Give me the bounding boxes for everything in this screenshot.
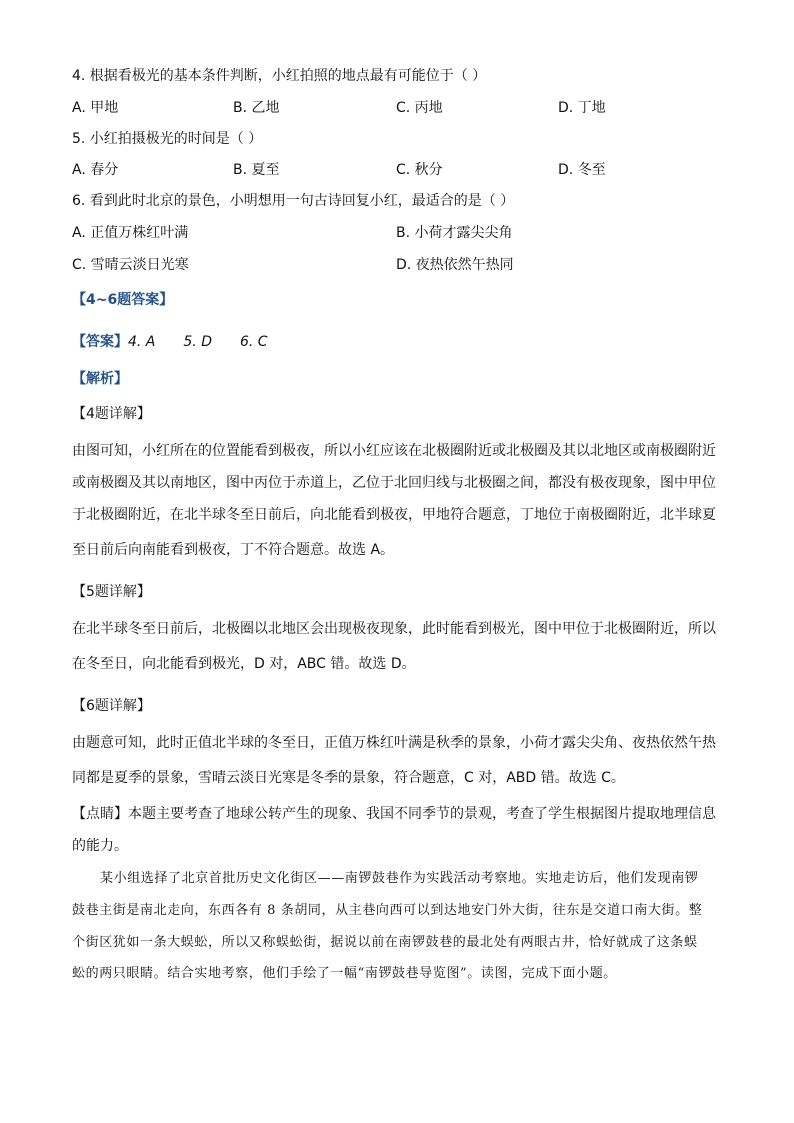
q4-detail-line-1: 由图可知，小红所在的位置能看到极夜，所以小红应该在北极圈附近或北极圈及其以北地区或南极圈附近 [72,443,716,459]
question-4-option-c: C. 丙地 [396,100,443,116]
question-6-option-a: A. 正值万株红叶满 [72,225,189,241]
q5-detail-heading: 【5题详解】 [72,584,151,600]
q6-detail-heading: 【6题详解】 [72,698,151,714]
passage-line-4: 蚣的两只眼睛。结合实地考察，他们手绘了一幅“南锣鼓巷导览图”。读图，完成下面小题。 [72,966,617,981]
q5-detail-line-1: 在北半球冬至日前后，北极圈以北地区会出现极夜现象，此时能看到极光，图中甲位于北极圈附近，所以 [72,621,716,637]
question-5-option-a: A. 春分 [72,162,119,178]
q6-detail-line-2: 同都是夏季的景象，雪晴云淡日光寒是冬季的景象，符合题意，C 对，ABD 错。故选 C。 [72,770,625,786]
q4-detail-line-2: 或南极圈及其以南地区，图中丙位于赤道上，乙位于北回归线与北极圈之间，都没有极夜现象，图中甲位 [72,475,716,491]
q6-detail-line-1: 由题意可知，此时正值北半球的冬至日，正值万株红叶满是秋季的景象，小荷才露尖尖角、夜热依然午热 [72,735,716,751]
passage-line-1: 某小组选择了北京首批历史文化街区——南锣鼓巷作为实践活动考察地。实地走访后，他们发现南锣 [100,871,699,886]
answers-group-heading: 【4~6题答案】 [72,292,174,308]
q4-detail-line-4: 至日前后向南能看到极夜，丁不符合题意。故选 A。 [72,542,395,558]
comment-line-1: 【点睛】本题主要考查了地球公转产生的现象、我国不同季节的景观，考查了学生根据图片提取地理信息 [72,806,716,822]
question-4-option-d: D. 丁地 [558,100,606,116]
question-5-option-d: D. 冬至 [558,162,606,178]
q4-detail-heading: 【4题详解】 [72,406,151,422]
answers-prefix: 【答案】 [72,334,128,350]
passage-line-2: 鼓巷主街是南北走向，东西各有 8 条胡同，从主巷向西可以到达地安门外大街，往东是交道口南大街。整 [72,903,703,918]
q4-detail-line-3: 于北极圈附近，在北半球冬至日前后，向北能看到极夜，甲地符合题意，丁地位于南极圈附近，北半球夏 [72,507,716,523]
question-5-option-c: C. 秋分 [396,162,443,178]
question-4-option-a: A. 甲地 [72,100,119,116]
answer-item-4: 4. A [128,334,156,350]
passage-line-3: 个街区犹如一条大蜈蚣，所以又称蜈蚣街，据说以前在南锣鼓巷的最北处有两眼古井，恰好就成了这条蜈 [72,935,698,950]
answer-item-6: 6. C [239,334,268,350]
answer-item-5: 5. D [183,334,212,350]
question-5-stem: 5. 小红拍摄极光的时间是（ ） [72,131,263,147]
comment-line-2: 的能力。 [72,838,128,854]
question-6-stem: 6. 看到此时北京的景色，小明想用一句古诗回复小红，最适合的是（ ） [72,193,515,209]
question-4-option-b: B. 乙地 [233,100,280,116]
analysis-heading: 【解析】 [72,371,128,387]
question-6-option-b: B. 小荷才露尖尖角 [396,225,513,241]
question-6-option-d: D. 夜热依然午热同 [396,257,514,273]
question-6-option-c: C. 雪晴云淡日光寒 [72,257,189,273]
q5-detail-line-2: 在冬至日，向北能看到极光，D 对，ABC 错。故选 D。 [72,656,416,672]
answers-row [72,333,296,351]
question-4-stem: 4. 根据看极光的基本条件判断，小红拍照的地点最有可能位于（ ） [72,68,487,84]
question-5-option-b: B. 夏至 [233,162,280,178]
